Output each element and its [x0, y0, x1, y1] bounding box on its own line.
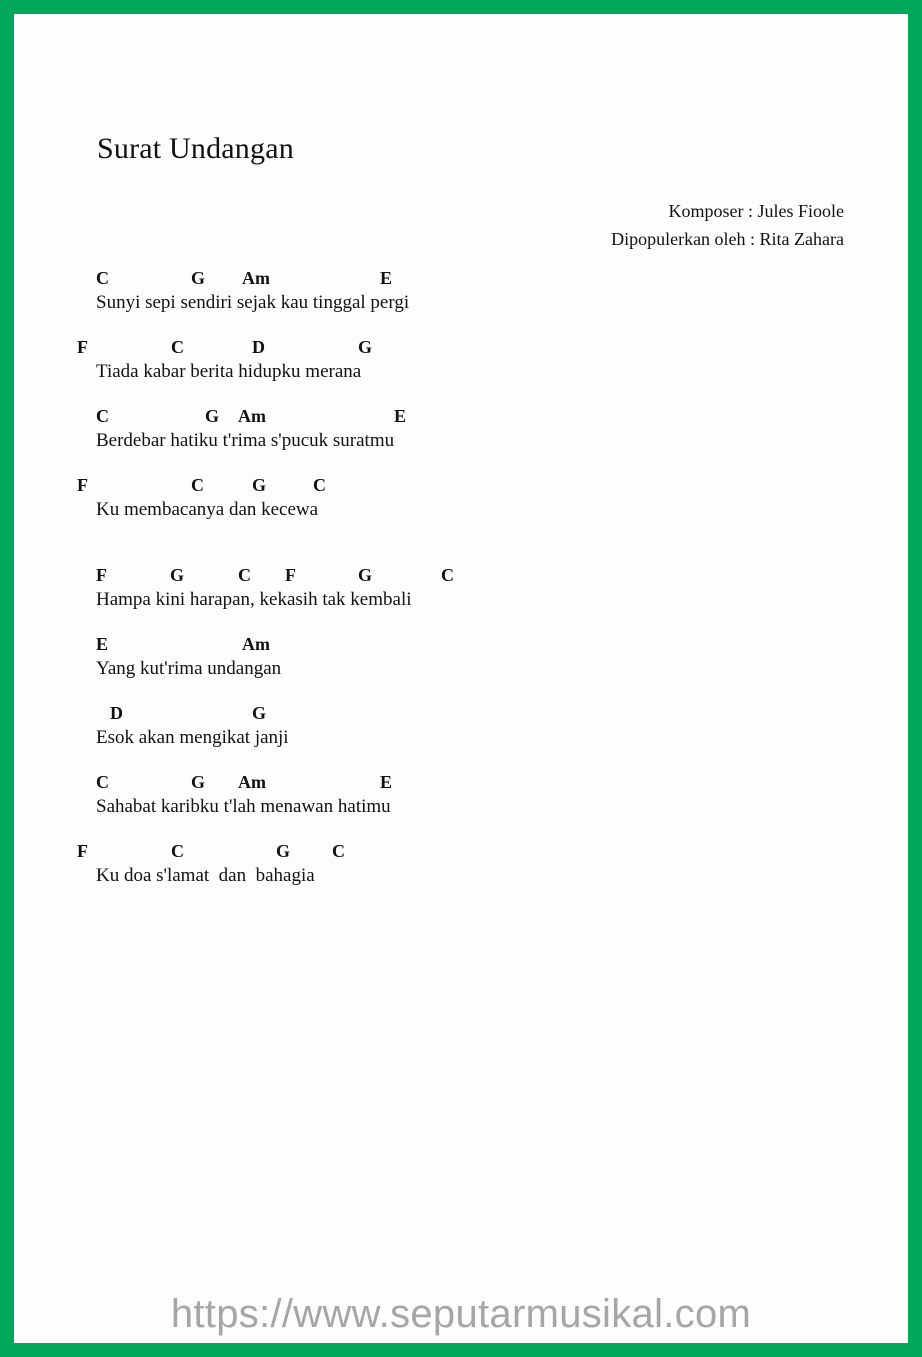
lyric-line: Sahabat karibku t'lah menawan hatimu — [96, 796, 391, 817]
chord-label: D — [110, 703, 123, 723]
chord-label: Am — [242, 268, 270, 288]
lyric-line: Hampa kini harapan, kekasih tak kembali — [96, 589, 412, 610]
chord-label: G — [191, 772, 206, 792]
chord-label: Am — [238, 406, 266, 426]
chord-label: G — [191, 268, 206, 288]
lyric-line: Ku doa s'lamat dan bahagia — [96, 865, 315, 886]
chord-label: C — [171, 337, 184, 357]
chord-label: Am — [242, 634, 270, 654]
chord-label: G — [358, 565, 373, 585]
composer-credit: Komposer : Jules Fioole — [668, 201, 844, 221]
chord-label: G — [276, 841, 291, 861]
popularized-by-credit: Dipopulerkan oleh : Rita Zahara — [611, 229, 844, 249]
chord-label: E — [380, 772, 393, 792]
chord-label: Am — [238, 772, 266, 792]
chord-label: G — [252, 703, 267, 723]
chord-label: C — [238, 565, 251, 585]
chord-label: G — [252, 475, 267, 495]
chord-label: D — [252, 337, 265, 357]
song-title: Surat Undangan — [97, 132, 294, 165]
chord-label: G — [358, 337, 373, 357]
chord-label: C — [332, 841, 345, 861]
chord-label: C — [96, 268, 109, 288]
chord-label: E — [394, 406, 407, 426]
lyric-line: Ku membacanya dan kecewa — [96, 499, 319, 520]
chord-label: F — [77, 337, 88, 357]
chord-label: F — [285, 565, 296, 585]
chord-label: F — [96, 565, 107, 585]
chord-label: C — [313, 475, 326, 495]
chord-label: E — [96, 634, 109, 654]
chord-label: G — [205, 406, 220, 426]
chord-label: C — [96, 772, 109, 792]
chord-label: C — [441, 565, 454, 585]
chord-label: G — [170, 565, 185, 585]
lyric-line: Tiada kabar berita hidupku merana — [96, 361, 362, 382]
lyric-line: Yang kut'rima undangan — [96, 658, 282, 679]
song-credits — [611, 197, 844, 253]
chord-label: C — [96, 406, 109, 426]
lyric-line: Sunyi sepi sendiri sejak kau tinggal pergi — [96, 292, 410, 313]
watermark-url: https://www.seputarmusikal.com — [170, 1292, 752, 1336]
chord-label: E — [380, 268, 393, 288]
chord-label: C — [191, 475, 204, 495]
chord-label: F — [77, 841, 88, 861]
song-sheet-page — [14, 14, 908, 1343]
chord-label: F — [77, 475, 88, 495]
lyric-line: Esok akan mengikat janji — [96, 727, 289, 748]
lyric-line: Berdebar hatiku t'rima s'pucuk suratmu — [96, 430, 395, 451]
chord-label: C — [171, 841, 184, 861]
